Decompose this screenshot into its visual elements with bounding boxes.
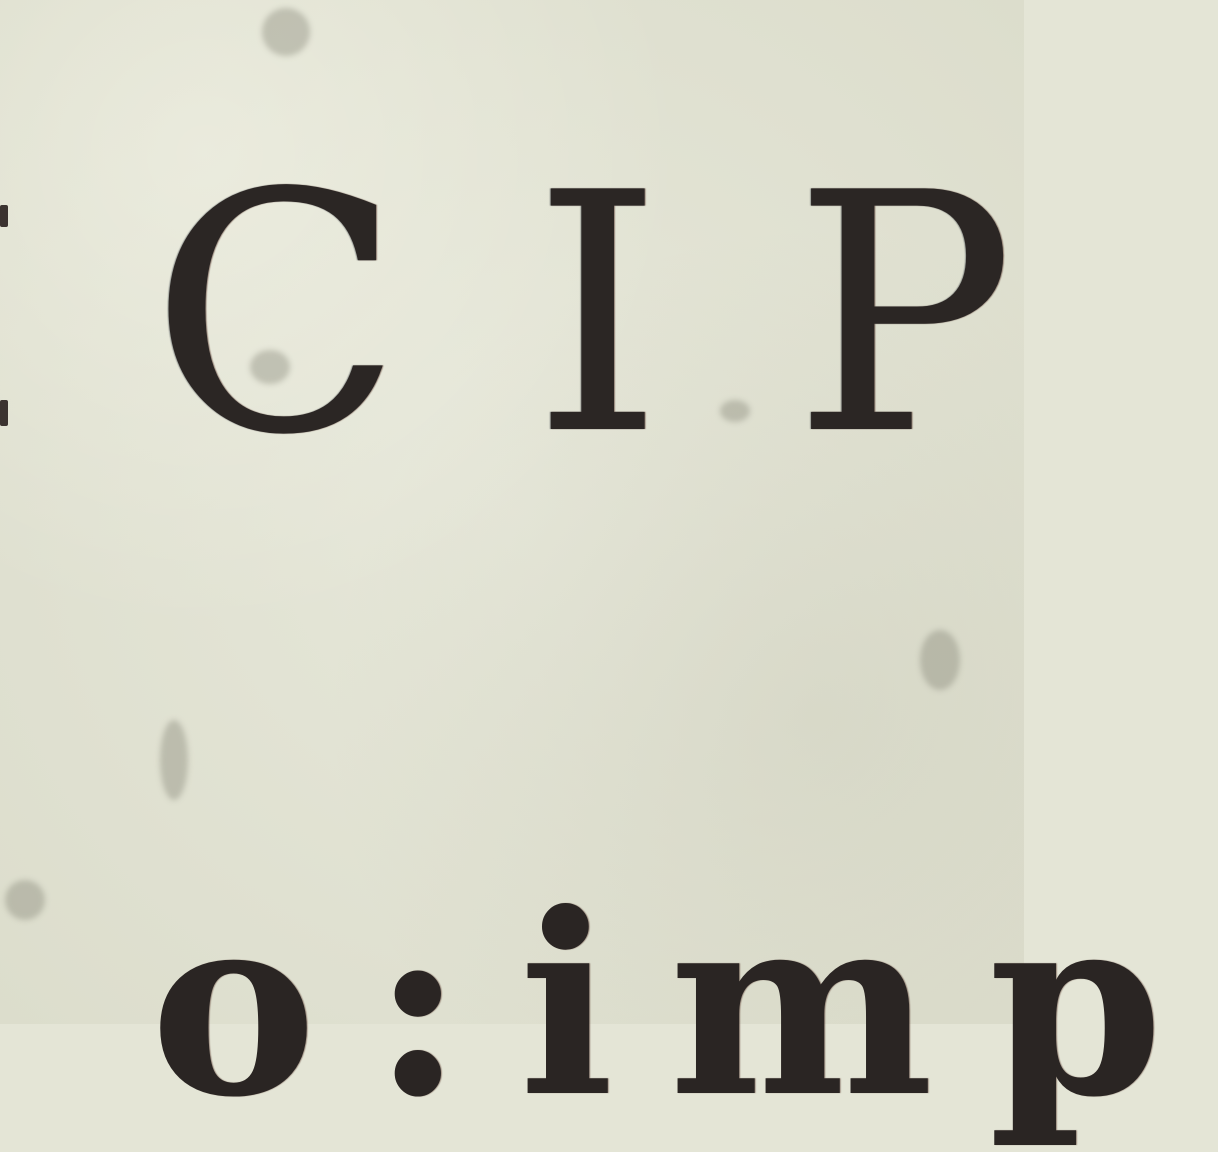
partial-letter-fragment bbox=[0, 400, 8, 426]
paper-speck bbox=[5, 880, 45, 920]
paper-speck bbox=[160, 720, 188, 800]
partial-letter-fragment bbox=[0, 205, 8, 227]
paper-speck bbox=[262, 8, 310, 56]
paper-speck bbox=[920, 630, 960, 690]
document-heading: CIP bbox=[150, 123, 1145, 507]
document-body-line: o:imp bbox=[150, 858, 1218, 1152]
